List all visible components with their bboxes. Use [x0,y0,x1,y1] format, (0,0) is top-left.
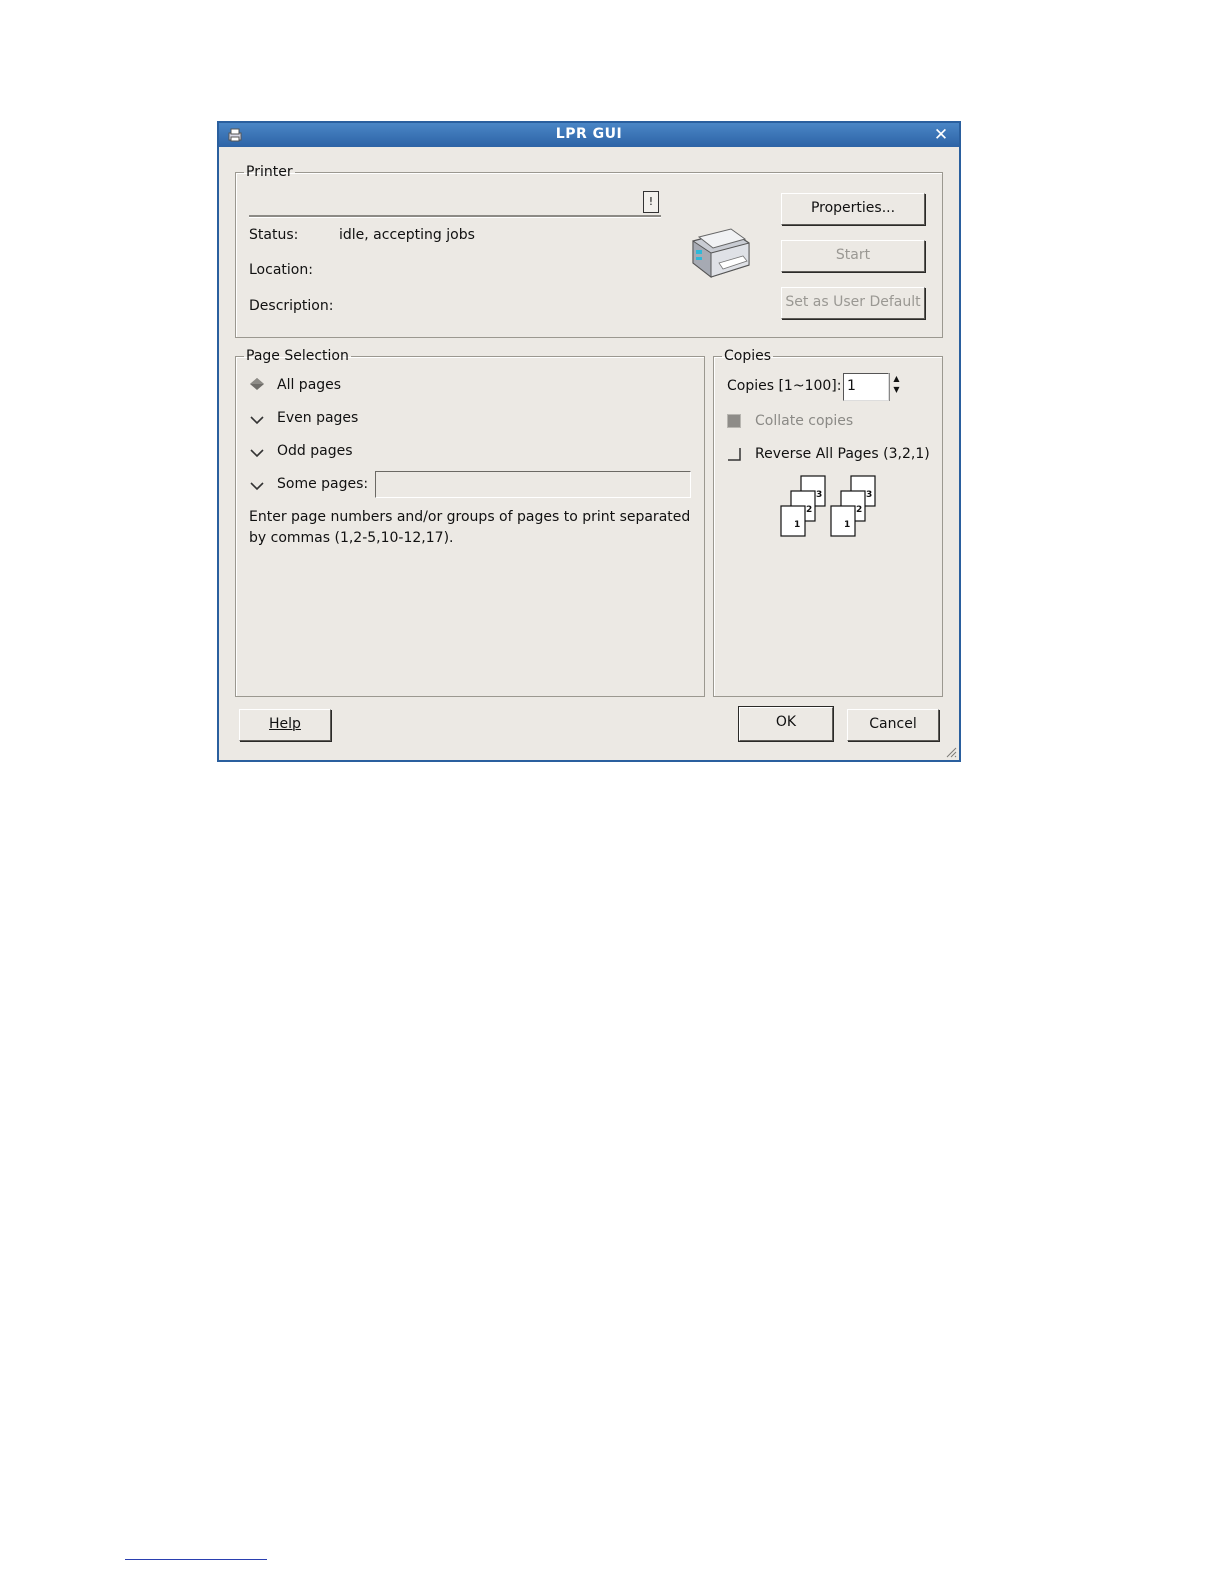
printer-legend: Printer [246,164,293,180]
collate-copies-checkbox[interactable] [727,414,741,428]
page-3b-label: 3 [866,490,873,500]
footnote-rule [125,1559,267,1560]
copies-label: Copies [1~100]: [727,378,842,394]
radio-all-pages[interactable] [249,376,265,392]
page-2-label: 2 [806,505,813,515]
radio-odd-pages[interactable] [249,445,265,461]
spin-down-icon[interactable]: ▼ [893,385,900,394]
radio-even-pages-label[interactable]: Even pages [277,410,359,426]
window-title: LPR GUI [555,126,623,142]
printer-icon [685,223,755,283]
page-3-label: 3 [816,490,823,500]
collate-copies-label[interactable]: Collate copies [755,413,854,429]
page-1b-label: 1 [844,520,851,530]
page-selection-hint-line1: Enter page numbers and/or groups of pages to print separated [249,509,691,525]
printer-select[interactable] [249,195,661,217]
description-label: Description: [249,298,334,314]
page-2b-label: 2 [856,505,863,515]
start-button[interactable]: Start [781,240,925,272]
help-button[interactable]: Help [239,709,331,741]
radio-even-pages[interactable] [249,412,265,428]
page-selection-legend: Page Selection [246,348,349,364]
radio-some-pages[interactable] [249,478,265,494]
some-pages-input[interactable] [375,471,691,498]
page-1-label: 1 [794,520,801,530]
set-as-user-default-button[interactable]: Set as User Default [781,287,925,319]
ok-button[interactable]: OK [739,707,833,741]
reverse-all-pages-label[interactable]: Reverse All Pages (3,2,1) [755,446,930,462]
dropdown-icon: ! [648,195,654,208]
status-value: idle, accepting jobs [339,227,475,243]
lpr-gui-dialog [217,121,961,762]
title-bar[interactable] [219,123,959,147]
status-label: Status: [249,227,299,243]
cancel-button[interactable]: Cancel [847,709,939,741]
spin-up-icon[interactable]: ▲ [893,374,900,383]
close-icon[interactable]: ✕ [933,125,949,145]
properties-button[interactable]: Properties... [781,193,925,225]
resize-grip-icon[interactable] [945,746,957,758]
copies-legend: Copies [724,348,772,364]
page-order-icon [779,475,879,539]
page-selection-hint-line2: by commas (1,2-5,10-12,17). [249,530,454,546]
location-label: Location: [249,262,313,278]
radio-all-pages-label[interactable]: All pages [277,377,342,393]
radio-odd-pages-label[interactable]: Odd pages [277,443,353,459]
copies-spinner-buttons[interactable] [889,373,903,401]
copies-spinner-input[interactable]: 1 [843,373,889,401]
reverse-all-pages-checkbox[interactable] [727,447,741,461]
printer-select-dropdown-button[interactable] [643,191,659,213]
radio-some-pages-label[interactable]: Some pages: [277,476,369,492]
